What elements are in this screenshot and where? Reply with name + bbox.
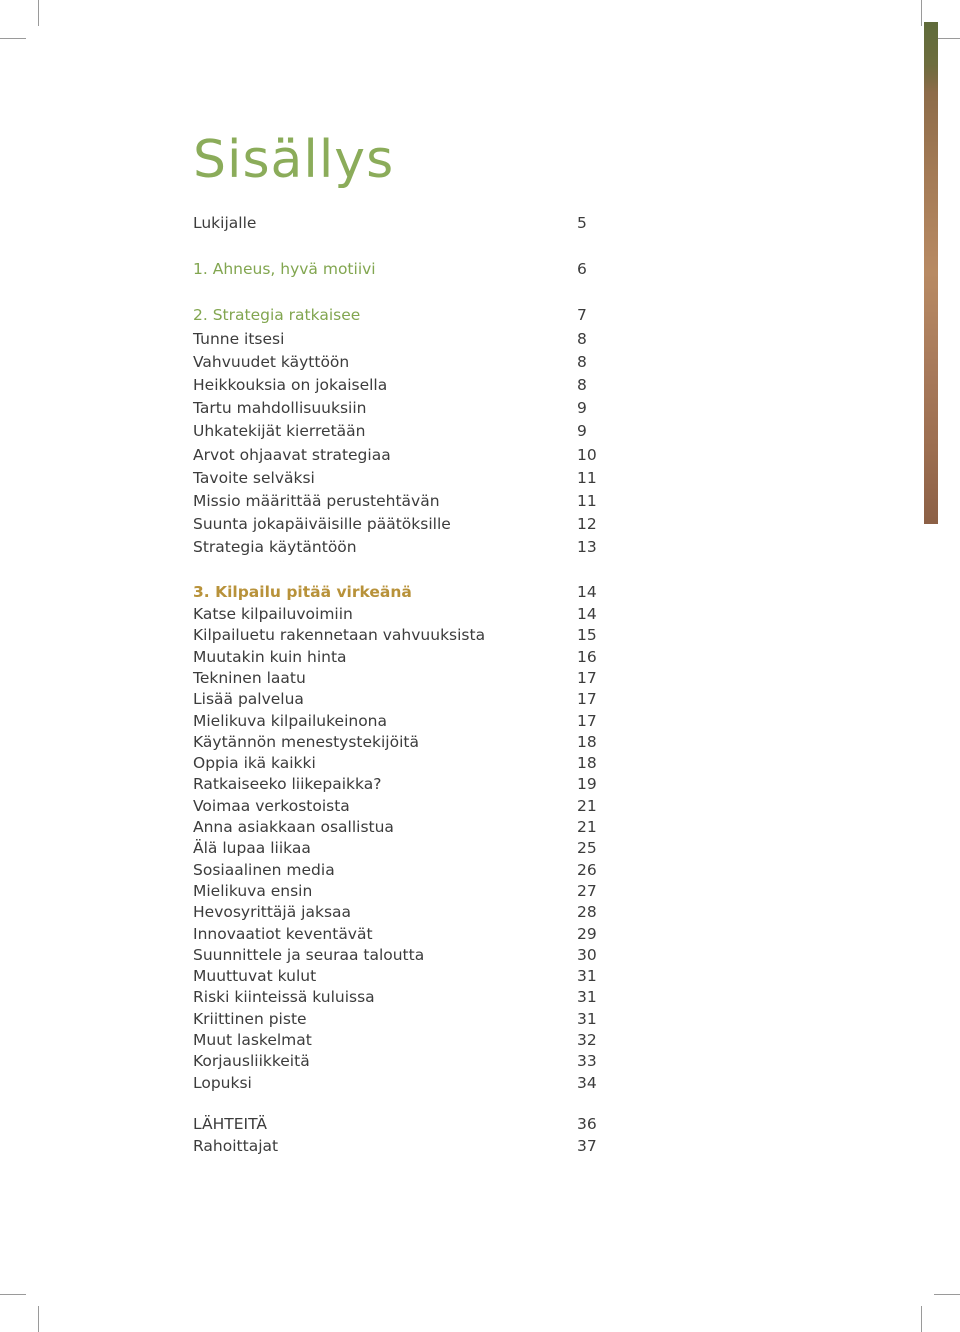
toc-chapter-page: 14: [577, 583, 597, 601]
toc-entry-label: Rahoittajat: [193, 1137, 279, 1155]
toc-entry-label: Arvot ohjaavat strategiaa: [193, 445, 391, 464]
toc-entry-label: Sosiaalinen media: [193, 860, 335, 879]
toc-entry-label: Anna asiakkaan osallistua: [193, 818, 394, 836]
toc-entry-page: 13: [577, 537, 597, 556]
toc-entry-label: Tekninen laatu: [193, 668, 306, 687]
toc-entry-page: 8: [577, 353, 587, 372]
toc-entry-label: Katse kilpailuvoimiin: [193, 605, 353, 623]
toc-entry-label: Tartu mahdollisuuksiin: [193, 399, 367, 418]
toc-entry-page: 14: [577, 605, 597, 623]
toc-chapter-page: 6: [577, 260, 587, 278]
toc-entry-label: Missio määrittää perustehtävän: [193, 491, 440, 510]
toc-entry-page: 37: [577, 1137, 597, 1155]
toc-entry-label: Vahvuudet käyttöön: [193, 353, 350, 372]
toc-entry-label: Voimaa verkostoista: [193, 796, 350, 815]
toc-entry-label: Innovaatiot keventävät: [193, 924, 373, 943]
toc-entry-page: 34: [577, 1073, 597, 1092]
toc-entry-label: Suunnittele ja seuraa taloutta: [193, 945, 425, 964]
toc-entry-label: Heikkouksia on jokaisella: [193, 376, 388, 395]
toc-entry-label: Strategia käytäntöön: [193, 537, 357, 556]
toc-entry-label: Kilpailuetu rakennetaan vahvuuksista: [193, 626, 486, 645]
toc-entry-page: 25: [577, 839, 597, 858]
toc-entry-label: Muuttuvat kulut: [193, 967, 317, 986]
toc-entry-page: 17: [577, 668, 597, 687]
toc-entry-label: Korjausliikkeitä: [193, 1052, 310, 1071]
toc-entry-label: Lisää palvelua: [193, 690, 304, 709]
toc-entry-label: Lopuksi: [193, 1073, 252, 1092]
page-title: Sisällys: [193, 130, 395, 190]
toc-chapter-page: 7: [577, 306, 587, 324]
toc-entry-page: 17: [577, 690, 597, 709]
toc-entry-page: 17: [577, 711, 597, 730]
toc-entry-label: Käytännön menestystekijöitä: [193, 732, 419, 751]
toc-entry-label: Hevosyrittäjä jaksaa: [193, 903, 352, 922]
toc-chapter-label: 2. Strategia ratkaisee: [193, 306, 361, 324]
toc-entry-page: 16: [577, 647, 597, 666]
toc-entry-label: Tunne itsesi: [193, 330, 285, 348]
toc-entry-page: 9: [577, 399, 587, 418]
toc-entry-page: 32: [577, 1031, 597, 1049]
toc-entry-label: Mielikuva kilpailukeinona: [193, 711, 388, 730]
toc-entry-page: 31: [577, 1009, 597, 1028]
toc-chapter-label: 3. Kilpailu pitää virkeänä: [193, 583, 412, 601]
toc-entry-page: 26: [577, 860, 597, 879]
toc-entry-label: Riski kiinteissä kuluissa: [193, 988, 375, 1007]
toc-entry-page: 31: [577, 988, 597, 1007]
toc-entry-page: 11: [577, 468, 597, 487]
toc-entry-page: 28: [577, 903, 597, 922]
crop-mark: [38, 0, 39, 26]
toc-entry-label: Kriittinen piste: [193, 1009, 307, 1028]
crop-mark: [0, 38, 26, 39]
toc-entry-page: 31: [577, 967, 597, 986]
toc-entry-label: Ratkaiseeko liikepaikka?: [193, 775, 382, 794]
toc-entry-page: 21: [577, 818, 597, 836]
toc-chapter-label: 1. Ahneus, hyvä motiivi: [193, 260, 376, 278]
crop-mark: [921, 0, 922, 26]
toc-entry-label: Suunta jokapäiväisille päätöksille: [193, 514, 451, 533]
toc-entry-page: 27: [577, 881, 597, 900]
toc-entry-page: 5: [577, 214, 587, 232]
crop-mark: [0, 1294, 26, 1295]
toc-entry-page: 11: [577, 491, 597, 510]
toc-entry-page: 8: [577, 330, 587, 348]
toc-entry-page: 15: [577, 626, 597, 645]
toc-entry-page: 19: [577, 775, 597, 794]
crop-mark: [38, 1306, 39, 1332]
photo-edge-strip: [924, 22, 938, 524]
toc-entry-label: Oppia ikä kaikki: [193, 754, 316, 773]
toc-entry-label: Muut laskelmat: [193, 1031, 312, 1049]
toc-entry-label: Uhkatekijät kierretään: [193, 422, 366, 441]
toc-entry-page: 9: [577, 422, 587, 441]
toc-entry-page: 33: [577, 1052, 597, 1071]
toc-entry-label: Muutakin kuin hinta: [193, 647, 347, 666]
toc-entry-label: Älä lupaa liikaa: [193, 839, 311, 858]
toc-entry-label: Mielikuva ensin: [193, 881, 313, 900]
toc-entry-page: 30: [577, 945, 597, 964]
toc-entry-page: 18: [577, 754, 597, 773]
toc-entry-page: 12: [577, 514, 597, 533]
toc-entry-page: 29: [577, 924, 597, 943]
toc-entry-label: Tavoite selväksi: [193, 468, 315, 487]
toc-entry-page: 18: [577, 732, 597, 751]
toc-entry-page: 36: [577, 1115, 597, 1133]
toc-entry-label: Lukijalle: [193, 214, 257, 232]
crop-mark: [934, 1294, 960, 1295]
toc-entry-page: 8: [577, 376, 587, 395]
toc-entry-page: 21: [577, 796, 597, 815]
toc-entry-page: 10: [577, 445, 597, 464]
crop-mark: [921, 1306, 922, 1332]
toc-entry-label: LÄHTEITÄ: [193, 1115, 267, 1133]
